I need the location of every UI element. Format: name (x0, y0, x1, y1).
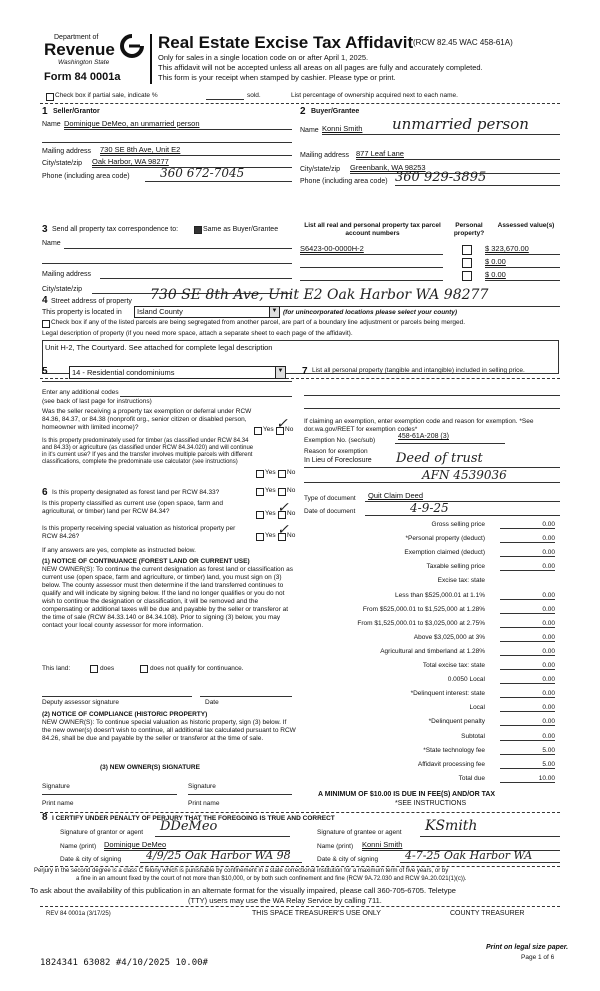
form-title: Real Estate Excise Tax Affidavit (158, 33, 414, 52)
exemption-no-label-field: Exemption No. (sec/sub) (304, 437, 376, 444)
fee-value[interactable]: 5.00 (500, 761, 555, 769)
fee-value[interactable]: 0.00 (500, 521, 555, 529)
current-use-no-label: No (287, 510, 296, 517)
exemption-no-check-mark: ✓ (276, 416, 288, 432)
street-label: Street address of property (51, 298, 132, 305)
same-as-buyer-checkbox[interactable] (194, 226, 202, 234)
form-citation: (RCW 82.45 WAC 458-61A) (413, 38, 513, 47)
minimum-see: *SEE INSTRUCTIONS (395, 800, 467, 807)
same-as-buyer-label: Same as Buyer/Grantee (203, 226, 279, 233)
historic-no-check-mark: ✓ (277, 522, 289, 538)
fee-value[interactable]: 0.00 (500, 648, 555, 656)
grantor-name-field[interactable]: Dominique DeMeo (104, 840, 167, 849)
fee-row (300, 620, 560, 630)
assessed-value-field[interactable]: $ 0.00 (485, 270, 506, 279)
unincorporated-note: (for unincorporated locations please select your county) (283, 309, 458, 316)
ownership-note: List percentage of ownership acquired next to each name. (291, 92, 458, 99)
sec6-num: 6 (42, 487, 48, 498)
partial-sale-label: Check box if partial sale, indicate % (55, 92, 158, 99)
exemption-question: Was the seller receiving a property tax exemption or deferral under RCW 84.36, 84.37, or 84.38 (nonprofit org., senior citizen or disabled person, homeowner with limited income)? (42, 408, 252, 431)
dor-state: Washington State (58, 59, 110, 66)
doc-date-field[interactable]: 4-9-25 (410, 501, 449, 515)
notice3-title: (3) NEW OWNER(S) SIGNATURE (100, 764, 200, 771)
buyer-phone-field[interactable]: 360 929-3895 (395, 170, 487, 185)
fee-value[interactable]: 0.00 (500, 733, 555, 741)
personal-col-header: Personal property? (453, 222, 485, 237)
fee-label: Gross selling price (431, 521, 485, 528)
county-select-value: Island County (137, 307, 183, 316)
timber-yes-checkbox[interactable] (256, 470, 264, 478)
historic-yes-checkbox[interactable] (256, 533, 264, 541)
segregated-checkbox[interactable] (42, 320, 50, 328)
seller-heading: Seller/Grantor (53, 108, 100, 115)
fee-value[interactable]: 0.00 (500, 563, 555, 571)
notice2-title: (2) NOTICE OF COMPLIANCE (HISTORIC PROPERTY) (42, 711, 208, 718)
located-label: This property is located in (42, 309, 122, 316)
treasurer-use: THIS SPACE TREASURER'S USE ONLY (252, 910, 381, 917)
fee-label: *Personal property (deduct) (405, 535, 485, 543)
fee-label: Exemption claimed (deduct) (404, 549, 485, 557)
fee-row (300, 775, 560, 785)
new-owner-print-label-2: Print name (188, 800, 220, 807)
historic-yes-label: Yes (265, 532, 276, 539)
dor-dept-line1: Department of (54, 34, 99, 41)
buyer-heading: Buyer/Grantee (311, 108, 360, 115)
forest-yes-checkbox[interactable] (256, 488, 264, 496)
doc-type-label: Type of document (304, 495, 356, 502)
fee-label: *State technology fee (423, 746, 485, 754)
notice1-title: (1) NOTICE OF CONTINUANCE (FOREST LAND OR CURRENT USE) (42, 558, 250, 565)
grantee-date-field[interactable]: 4-7-25 Oak Harbor WA (405, 849, 533, 862)
minimum-note: A MINIMUM OF $10.00 IS DUE IN FEE(S) AND/OR TAX (318, 791, 496, 798)
sec8-num: 8 (42, 812, 48, 823)
reason-hand-2: AFN 4539036 (422, 468, 507, 482)
grantor-date-label: Date & city of signing (60, 856, 122, 863)
grantor-signature[interactable]: DDeMeo (160, 819, 218, 834)
fee-value[interactable]: 0.00 (500, 718, 555, 726)
fee-row (300, 648, 560, 658)
recording-stamp: 1824341 63082 #4/10/2025 10.00# (40, 958, 208, 968)
fee-row (300, 662, 560, 672)
sec5-num: 5 (42, 366, 48, 377)
subtitle-3: This form is your receipt when stamped by cashier. Please type or print. (158, 73, 396, 82)
fee-label: *Delinquent interest: state (410, 690, 485, 698)
fee-label: Excise tax: state (437, 577, 485, 585)
reason-field[interactable]: In Lieu of Foreclosure (304, 457, 372, 464)
partial-sale-pct-field[interactable] (206, 99, 244, 100)
notice1-text: NEW OWNER(S): To continue the current designation as forest land or classification as current use (open space, farm and agriculture, or timber) land, you must sign on (3) below. The county assessor must then determine if the land transferred continues to qualify and will indicate by signing below. If the land no longer qualifies or you do not wish to continue the designation or classification, it will be removed and the compensating or additional taxes will be due and payable by the seller or transferor at the time of sale (RCW 84.33.140 or 84.34.108). Prior to signing (3) below, you may contact your local county assessor for more information. (42, 566, 293, 629)
partial-sale-sold: sold. (247, 92, 261, 99)
fee-row (300, 606, 560, 616)
personal-property-label: List all personal property (tangible and intangible) included in selling price. (312, 367, 525, 374)
fee-value[interactable]: 0.00 (500, 549, 555, 557)
seller-name-label: Name (42, 121, 61, 128)
additional-codes-label: Enter any additional codes (42, 389, 119, 396)
buyer-mailing-label: Mailing address (300, 152, 350, 159)
timber-no-label: No (287, 469, 296, 476)
assessed-value-field[interactable]: $ 323,670.00 (485, 244, 529, 253)
segregated-label: Check box if any of the listed parcels are being segregated from another parcel, are part of a boundary line adjustment or parcels being merged. (51, 319, 466, 326)
timber-question: Is this property predominately used for timber (as classified under RCW 84.34 and 84.33) or agriculture (as classified under RCW 84.34.020) and will continue in it's current use? If yes and the transfer involves multiple parcels with different classifications, complete the predominate use calculator (see instructions) (42, 438, 254, 465)
fee-row (300, 535, 560, 545)
fee-label: 0.0050 Local (447, 676, 485, 684)
fee-value[interactable]: 0.00 (500, 620, 555, 628)
new-owner-sig-label-1: Signature (42, 783, 70, 790)
fee-label: Affidavit processing fee (417, 760, 485, 768)
fee-label: Agricultural and timberland at 1.28% (380, 647, 485, 655)
sec3-name-label: Name (42, 240, 61, 247)
county-select[interactable] (134, 306, 280, 318)
buyer-city-label: City/state/zip (300, 166, 341, 173)
street-field[interactable]: 730 SE 8th Ave, Unit E2 Oak Harbor WA 98277 (150, 287, 489, 303)
grantor-sig-label: Signature of grantor or agent (60, 829, 144, 836)
fee-value[interactable]: 0.00 (500, 690, 555, 698)
page-number: Page 1 of 6 (521, 954, 555, 961)
fee-label: Less than $525,000.01 at 1.1% (395, 591, 485, 599)
fee-label: Total due (458, 774, 485, 782)
sec3-label: Send all property tax correspondence to: (52, 226, 179, 233)
buyer-name-hand: unmarried person (392, 115, 529, 133)
does-not-label: does not qualify for continuance. (150, 665, 244, 672)
fee-row (300, 521, 560, 531)
doc-type-field[interactable]: Quit Claim Deed (368, 491, 424, 500)
timber-yes-label: Yes (265, 469, 276, 476)
alt-format-2: (TTY) users may use the WA Relay Service by calling 711. (188, 896, 382, 905)
land-use-code-value: 14 - Residential condominiums (72, 368, 175, 377)
grantor-date-field[interactable]: 4/9/25 Oak Harbor WA 98 (146, 849, 291, 862)
assessed-col-header: Assessed value(s) (497, 222, 555, 229)
fee-row (300, 747, 560, 757)
fee-value[interactable]: 0.00 (500, 704, 555, 712)
current-use-yes-checkbox[interactable] (256, 511, 264, 519)
parcel-col-header: List all real and personal property tax parcel account numbers (304, 222, 441, 237)
dor-logo-icon (120, 34, 144, 58)
doc-date-label: Date of document (304, 508, 356, 515)
if-yes-note: If any answers are yes, complete as instructed below. (42, 547, 196, 554)
alt-format-1: To ask about the availability of this publication in an alternate format for the visually impaired, please call 360-705-6705. Teletype (30, 886, 456, 895)
buyer-phone-label: Phone (including area code) (300, 178, 388, 185)
buyer-city-field[interactable]: Greenbank, WA 98253 (350, 163, 426, 172)
does-checkbox[interactable] (90, 665, 98, 673)
fee-value[interactable]: 0.00 (500, 606, 555, 614)
reason-hand-1: Deed of trust (396, 451, 483, 466)
fee-value[interactable]: 5.00 (500, 747, 555, 755)
buyer-num: 2 (300, 106, 306, 117)
exemption-yes-checkbox[interactable] (254, 427, 262, 435)
fee-row (300, 563, 560, 573)
exemption-no-field[interactable]: 458-61A-208 (3) (398, 433, 449, 440)
buyer-mailing-field[interactable]: 877 Leaf Lane (356, 149, 404, 158)
parcel-number-field[interactable]: S6423-00-0000H-2 (300, 244, 364, 253)
deputy-signature-label: Deputy assessor signature (42, 699, 119, 706)
fee-row (300, 549, 560, 559)
timber-no-checkbox[interactable] (278, 470, 286, 478)
assessed-value-field[interactable]: $ 0.00 (485, 257, 506, 266)
seller-num: 1 (42, 106, 48, 117)
fee-row (300, 577, 560, 587)
current-use-yes-label: Yes (265, 510, 276, 517)
personal-property-checkbox[interactable] (462, 245, 472, 255)
see-back-label: (see back of last page for instructions) (42, 398, 152, 405)
forest-yes-label: Yes (265, 487, 276, 494)
new-owner-print-label-1: Print name (42, 800, 74, 807)
certify-label: I CERTIFY UNDER PENALTY OF PERJURY THAT THE FOREGOING IS TRUE AND CORRECT (52, 815, 335, 822)
fee-row (300, 704, 560, 714)
chevron-down-icon: ▼ (275, 367, 285, 378)
seller-city-label: City/state/zip (42, 160, 83, 167)
forest-no-label: No (287, 487, 296, 494)
grantee-signature[interactable]: KSmith (425, 818, 478, 834)
grantee-sig-label: Signature of grantee or agent (317, 829, 402, 836)
sec4-num: 4 (42, 295, 48, 306)
fee-label: From $525,000.01 to $1,525,000 at 1.28% (362, 605, 485, 613)
land-use-code-select[interactable] (69, 366, 286, 379)
seller-phone-label: Phone (including area code) (42, 173, 130, 180)
dor-logo-block (40, 34, 144, 84)
fee-row (300, 634, 560, 644)
form-number: Form 84 0001a (44, 71, 121, 83)
personal-property-checkbox[interactable] (462, 271, 472, 281)
seller-name-field[interactable]: Dominique DeMeo, an unmarried person (64, 119, 200, 128)
seller-phone-field[interactable]: 360 672-7045 (160, 166, 245, 180)
rev-number: REV 84 0001a (3/17/25) (46, 911, 111, 917)
partial-sale-checkbox[interactable] (46, 93, 54, 101)
sec7-num: 7 (302, 366, 308, 377)
buyer-name-label: Name (300, 127, 319, 134)
fee-label: Total excise tax: state (422, 662, 485, 669)
subtitle-2: This affidavit will not be accepted unless all areas on all pages are fully and accurately completed. (158, 63, 483, 72)
fee-value[interactable]: 0.00 (500, 662, 555, 670)
new-owner-sig-label-2: Signature (188, 783, 216, 790)
fee-row (300, 690, 560, 700)
this-land-label: This land: (42, 665, 71, 672)
perjury-line-1: Perjury in the second degree is a class C felony which is punishable by confinement in a state correctional institution for a maximum term of five years, or by (34, 868, 449, 874)
legal-paper-note: Print on legal size paper. (486, 944, 569, 951)
does-label: does (100, 665, 115, 672)
forest-question: Is this property designated as forest land per RCW 84.33? (52, 489, 220, 496)
exemption-no-label: No (285, 426, 294, 433)
chevron-down-icon: ▼ (269, 307, 279, 317)
sec3-mailing-label: Mailing address (42, 271, 92, 278)
fee-row (300, 761, 560, 771)
grantee-name-label: Name (print) (317, 843, 354, 850)
deputy-date-label: Date (205, 699, 219, 706)
fee-value[interactable]: 0.00 (500, 634, 555, 642)
fee-label: Subtotal (461, 732, 485, 740)
fee-row (300, 592, 560, 602)
dor-revenue: Revenue (44, 40, 115, 59)
grantor-name-label: Name (print) (60, 843, 97, 850)
perjury-line-2: a fine in an amount fixed by the court of not more than $10,000, or by both such confinement and fine (RCW 9A.72.030 and RCW 9A.20.021(1)(c)). (76, 876, 467, 882)
current-use-no-check-mark: ✓ (277, 500, 289, 516)
seller-mailing-label: Mailing address (42, 148, 92, 155)
sec3-city-label: City/state/zip (42, 286, 83, 293)
fee-value[interactable]: 0.00 (500, 535, 555, 543)
fee-row (300, 733, 560, 743)
forest-no-checkbox[interactable] (278, 488, 286, 496)
county-treasurer: COUNTY TREASURER (450, 910, 525, 917)
buyer-name-field[interactable]: Konni Smith (322, 124, 363, 133)
exemption-instructions: If claiming an exemption, enter exemption code and reason for exemption. *See dor.wa.gov/REET for exemption codes* (304, 418, 534, 433)
fee-label: Above $3,025,000 at 3% (413, 633, 485, 641)
subtitle-1: Only for sales in a single location code on or after April 1, 2025. (158, 53, 369, 62)
fee-label: Taxable selling price (426, 563, 485, 571)
fee-value[interactable]: 10.00 (500, 775, 555, 783)
does-not-checkbox[interactable] (140, 665, 148, 673)
historic-no-label: No (287, 532, 296, 539)
sec3-num: 3 (42, 224, 48, 235)
grantee-name-field[interactable]: Konni Smith (362, 840, 403, 849)
reason-label: Reason for exemption (304, 448, 368, 455)
grantee-date-label: Date & city of signing (317, 856, 379, 863)
fee-value[interactable]: 0.00 (500, 676, 555, 684)
exemption-yes-label: Yes (263, 426, 274, 433)
fee-label: Local (469, 704, 485, 712)
fee-label: *Delinquent penalty (428, 718, 485, 726)
legal-description-text: Unit H-2, The Courtyard. See attached for complete legal description (45, 343, 273, 352)
notice2-text: NEW OWNER(S): To continue special valuation as historic property, sign (3) below. If the new owner(s) doesn't wish to continue, all additional tax calculated pursuant to RCW 84.26, shall be due and payable by the seller or transferor at the time of sale. (42, 719, 296, 742)
fee-value[interactable]: 0.00 (500, 592, 555, 600)
seller-mailing-field[interactable]: 730 SE 8th Ave, Unit E2 (100, 145, 181, 154)
current-use-question: Is this property classified as current use (open space, farm and agricultural, or timber) land per RCW 84.34? (42, 500, 224, 515)
legal-label: Legal description of property (if you need more space, attach a separate sheet to each page of the affidavit). (42, 330, 353, 337)
personal-property-checkbox[interactable] (462, 258, 472, 268)
fee-label: From $1,525,000.01 to $3,025,000 at 2.75% (357, 619, 485, 627)
historic-question: Is this property receiving special valuation as historical property per RCW 84.26? (42, 525, 236, 540)
fee-row (300, 676, 560, 686)
seller-city-field[interactable]: Oak Harbor, WA 98277 (92, 157, 169, 166)
fee-row (300, 718, 560, 728)
